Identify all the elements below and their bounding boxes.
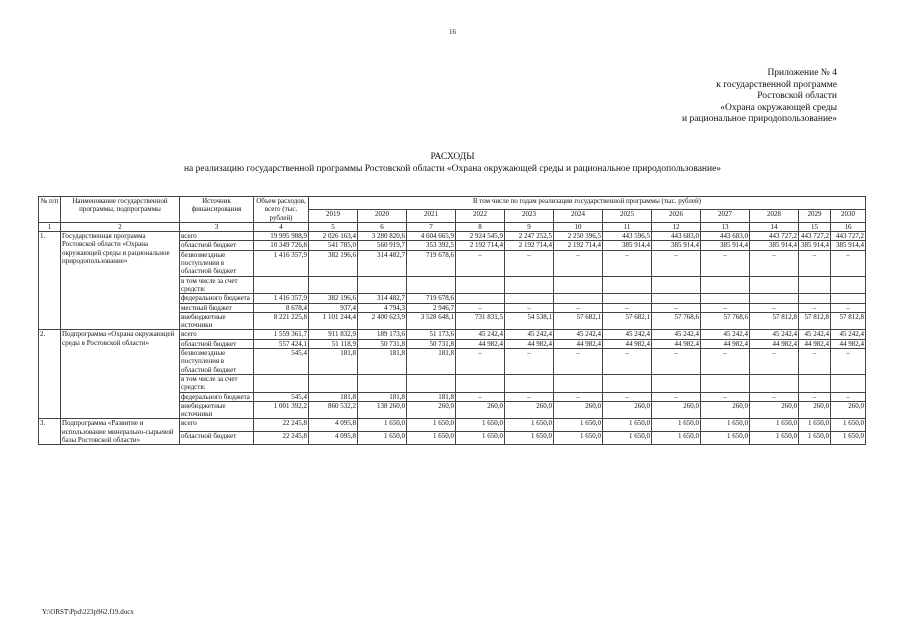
funding-source: внебюджетные источники xyxy=(180,401,254,419)
value-cell: 22 245,8 xyxy=(254,419,309,432)
value-cell: 260,0 xyxy=(831,401,866,419)
value-cell: – xyxy=(456,250,505,276)
value-cell xyxy=(554,374,603,392)
value-cell: – xyxy=(652,250,701,276)
value-cell: 2 192 714,4 xyxy=(456,241,505,250)
table-row xyxy=(39,419,866,432)
value-cell: – xyxy=(505,250,554,276)
value-cell: 181,8 xyxy=(407,349,456,375)
value-cell: – xyxy=(652,349,701,375)
value-cell: – xyxy=(505,303,554,312)
value-cell: 385 914,4 xyxy=(750,241,799,250)
value-cell: 3 280 820,6 xyxy=(358,232,407,241)
value-cell: – xyxy=(456,392,505,401)
value-cell xyxy=(831,374,866,392)
value-cell: 260,0 xyxy=(701,401,750,419)
expenditure-table xyxy=(38,196,866,445)
header-year: 2021 xyxy=(407,209,456,222)
value-cell: 44 982,4 xyxy=(750,339,799,348)
value-cell: 443 683,0 xyxy=(701,232,750,241)
value-cell: – xyxy=(701,392,750,401)
value-cell: – xyxy=(652,392,701,401)
program-name: Подпрограмма «Охрана окружающей среды в Ростовской области» xyxy=(61,330,180,419)
value-cell: 4 095,8 xyxy=(309,432,358,445)
funding-source: федерального бюджета xyxy=(180,392,254,401)
value-cell: 1 650,0 xyxy=(799,419,831,432)
value-cell xyxy=(652,294,701,303)
appendix-line: к государственной программе xyxy=(716,79,837,90)
value-cell: 45 242,4 xyxy=(505,330,554,339)
value-cell: 260,0 xyxy=(750,401,799,419)
funding-source: областной бюджет xyxy=(180,432,254,445)
value-cell xyxy=(456,374,505,392)
value-cell: 2 192 714,4 xyxy=(505,241,554,250)
value-cell: 2 946,7 xyxy=(407,303,456,312)
value-cell: 385 914,4 xyxy=(799,241,831,250)
header-year: 2030 xyxy=(831,209,866,222)
value-cell: 545,4 xyxy=(254,392,309,401)
value-cell: 2 247 252,5 xyxy=(505,232,554,241)
value-cell: 260,0 xyxy=(799,401,831,419)
value-cell: 1 559 361,7 xyxy=(254,330,309,339)
column-number: 16 xyxy=(831,222,866,231)
value-cell: – xyxy=(456,303,505,312)
header-year: 2028 xyxy=(750,209,799,222)
appendix-line: и рациональное природопользование» xyxy=(681,114,837,124)
value-cell: 1 650,0 xyxy=(407,432,456,445)
column-number: 2 xyxy=(61,222,180,231)
column-number-row xyxy=(39,222,866,231)
value-cell xyxy=(505,374,554,392)
value-cell: 51 173,6 xyxy=(407,330,456,339)
column-number: 12 xyxy=(652,222,701,231)
value-cell: 911 832,9 xyxy=(309,330,358,339)
value-cell: 2 026 163,4 xyxy=(309,232,358,241)
column-number: 8 xyxy=(456,222,505,231)
value-cell xyxy=(701,294,750,303)
funding-source: всего xyxy=(180,232,254,241)
value-cell: – xyxy=(799,250,831,276)
appendix-line: Приложение № 4 xyxy=(767,68,837,78)
program-name: Государственная программа Ростовской области «Охрана окружающей среды и рациональное природопользование» xyxy=(61,232,180,330)
value-cell: 189 173,6 xyxy=(358,330,407,339)
page-number: 16 xyxy=(449,28,456,36)
value-cell: 57 682,1 xyxy=(554,312,603,330)
value-cell: – xyxy=(554,250,603,276)
value-cell: – xyxy=(799,303,831,312)
value-cell: 44 982,4 xyxy=(799,339,831,348)
value-cell: 260,0 xyxy=(554,401,603,419)
value-cell xyxy=(254,276,309,294)
funding-source: федерального бюджета xyxy=(180,294,254,303)
header-years-caption: В том числе по годам реализации государственной программы (тыс. рублей) xyxy=(309,197,866,210)
value-cell: – xyxy=(701,349,750,375)
column-number: 6 xyxy=(358,222,407,231)
value-cell: 45 242,4 xyxy=(652,330,701,339)
column-number: 5 xyxy=(309,222,358,231)
value-cell xyxy=(554,276,603,294)
table-row xyxy=(39,232,866,241)
value-cell: 1 650,0 xyxy=(701,419,750,432)
value-cell xyxy=(831,276,866,294)
value-cell: 45 242,4 xyxy=(701,330,750,339)
value-cell: 2 400 623,9 xyxy=(358,312,407,330)
value-cell: 50 731,8 xyxy=(358,339,407,348)
value-cell: 731 831,5 xyxy=(456,312,505,330)
value-cell: 385 914,4 xyxy=(831,241,866,250)
value-cell xyxy=(701,374,750,392)
column-number: 15 xyxy=(799,222,831,231)
value-cell: 1 101 244,4 xyxy=(309,312,358,330)
value-cell: 19 995 988,9 xyxy=(254,232,309,241)
value-cell xyxy=(799,294,831,303)
document-title xyxy=(0,152,905,175)
value-cell: 44 982,4 xyxy=(831,339,866,348)
appendix-caption xyxy=(682,68,837,126)
value-cell: 382 196,6 xyxy=(309,294,358,303)
value-cell: 719 678,6 xyxy=(407,294,456,303)
value-cell xyxy=(603,374,652,392)
column-number: 1 xyxy=(39,222,61,231)
header-name: Наименование государственной программы, подпрограммы xyxy=(61,197,180,223)
value-cell: – xyxy=(603,303,652,312)
value-cell: 22 245,8 xyxy=(254,432,309,445)
value-cell: 260,0 xyxy=(603,401,652,419)
value-cell: 45 242,4 xyxy=(603,330,652,339)
value-cell: 1 650,0 xyxy=(603,432,652,445)
value-cell: 1 650,0 xyxy=(701,432,750,445)
value-cell: – xyxy=(750,349,799,375)
value-cell: 1 650,0 xyxy=(831,419,866,432)
value-cell: 1 650,0 xyxy=(799,432,831,445)
value-cell: 4 794,3 xyxy=(358,303,407,312)
title-heading: РАСХОДЫ xyxy=(430,152,475,162)
value-cell: – xyxy=(750,392,799,401)
value-cell: 1 416 357,9 xyxy=(254,250,309,276)
value-cell: – xyxy=(701,250,750,276)
value-cell xyxy=(309,276,358,294)
header-year: 2027 xyxy=(701,209,750,222)
value-cell: 1 650,0 xyxy=(831,432,866,445)
value-cell: – xyxy=(456,349,505,375)
value-cell: 44 982,4 xyxy=(603,339,652,348)
value-cell: 57 812,8 xyxy=(750,312,799,330)
value-cell: 181,8 xyxy=(358,349,407,375)
value-cell: 44 982,4 xyxy=(554,339,603,348)
value-cell: – xyxy=(652,303,701,312)
value-cell: 181,8 xyxy=(358,392,407,401)
column-number: 9 xyxy=(505,222,554,231)
value-cell: – xyxy=(831,349,866,375)
header-year: 2024 xyxy=(554,209,603,222)
value-cell xyxy=(309,374,358,392)
value-cell xyxy=(358,276,407,294)
value-cell xyxy=(456,294,505,303)
funding-source: местный бюджет xyxy=(180,303,254,312)
value-cell: 8 221 225,8 xyxy=(254,312,309,330)
value-cell: 443 596,5 xyxy=(603,232,652,241)
funding-source: внебюджетные источники xyxy=(180,312,254,330)
header-year: 2029 xyxy=(799,209,831,222)
header-year: 2025 xyxy=(603,209,652,222)
value-cell: 937,4 xyxy=(309,303,358,312)
value-cell xyxy=(652,374,701,392)
value-cell: 2 192 714,4 xyxy=(554,241,603,250)
value-cell: – xyxy=(750,250,799,276)
value-cell: 1 650,0 xyxy=(554,432,603,445)
value-cell: 3 528 648,1 xyxy=(407,312,456,330)
funding-source: в том числе за счет средств: xyxy=(180,374,254,392)
appendix-line: Ростовской области xyxy=(757,91,837,101)
value-cell: 181,8 xyxy=(309,392,358,401)
value-cell: 260,0 xyxy=(407,401,456,419)
value-cell xyxy=(505,276,554,294)
value-cell: 1 001 392,2 xyxy=(254,401,309,419)
value-cell: 1 650,0 xyxy=(358,432,407,445)
value-cell: 57 768,6 xyxy=(652,312,701,330)
value-cell xyxy=(358,374,407,392)
column-number: 10 xyxy=(554,222,603,231)
value-cell: 1 650,0 xyxy=(603,419,652,432)
appendix-line: «Охрана окружающей среды xyxy=(720,102,837,113)
header-row xyxy=(39,197,866,210)
value-cell: – xyxy=(701,303,750,312)
value-cell: 45 242,4 xyxy=(799,330,831,339)
value-cell: 443 727,2 xyxy=(799,232,831,241)
value-cell: – xyxy=(831,250,866,276)
value-cell: 1 650,0 xyxy=(505,419,554,432)
funding-source: всего xyxy=(180,419,254,432)
value-cell: 1 416 357,9 xyxy=(254,294,309,303)
value-cell xyxy=(603,294,652,303)
value-cell: 45 242,4 xyxy=(750,330,799,339)
funding-source: безвозмездные поступления в областной бюджет xyxy=(180,349,254,375)
value-cell: – xyxy=(603,392,652,401)
value-cell: 45 242,4 xyxy=(456,330,505,339)
value-cell: 57 812,8 xyxy=(799,312,831,330)
value-cell: 44 982,4 xyxy=(652,339,701,348)
value-cell: – xyxy=(799,392,831,401)
value-cell: 181,8 xyxy=(407,392,456,401)
column-number: 14 xyxy=(750,222,799,231)
value-cell: 2 924 545,9 xyxy=(456,232,505,241)
value-cell: – xyxy=(799,349,831,375)
header-num: № п/п xyxy=(39,197,61,223)
value-cell: 57 812,8 xyxy=(831,312,866,330)
value-cell xyxy=(750,276,799,294)
header-source: Источник финансирования xyxy=(180,197,254,223)
value-cell: 138 260,0 xyxy=(358,401,407,419)
value-cell: 57 682,1 xyxy=(603,312,652,330)
title-subheading: на реализацию государственной программы Ростовской области «Охрана окружающей среды и рациональное природопользование» xyxy=(183,163,722,174)
value-cell: 4 095,8 xyxy=(309,419,358,432)
value-cell: 443 727,2 xyxy=(750,232,799,241)
value-cell: 1 650,0 xyxy=(554,419,603,432)
value-cell: 385 914,4 xyxy=(701,241,750,250)
value-cell xyxy=(456,276,505,294)
value-cell: – xyxy=(750,303,799,312)
table-row xyxy=(39,330,866,339)
value-cell xyxy=(652,276,701,294)
value-cell xyxy=(254,374,309,392)
value-cell: 1 650,0 xyxy=(456,419,505,432)
value-cell: – xyxy=(603,349,652,375)
value-cell xyxy=(554,294,603,303)
value-cell: 443 727,2 xyxy=(831,232,866,241)
value-cell xyxy=(799,276,831,294)
row-number: 3. xyxy=(39,419,61,445)
value-cell xyxy=(407,374,456,392)
header-year: 2019 xyxy=(309,209,358,222)
value-cell: 10 349 726,8 xyxy=(254,241,309,250)
value-cell: 44 982,4 xyxy=(505,339,554,348)
value-cell: 2 250 396,5 xyxy=(554,232,603,241)
value-cell xyxy=(505,294,554,303)
value-cell: 4 604 665,9 xyxy=(407,232,456,241)
value-cell: 860 532,2 xyxy=(309,401,358,419)
value-cell: 541 785,0 xyxy=(309,241,358,250)
header-year: 2020 xyxy=(358,209,407,222)
column-number: 3 xyxy=(180,222,254,231)
value-cell: 44 982,4 xyxy=(701,339,750,348)
value-cell: 1 650,0 xyxy=(750,419,799,432)
header-year: 2023 xyxy=(505,209,554,222)
file-path: Y:\ORST\Ppd\223p962.f19.docx xyxy=(42,608,134,616)
value-cell xyxy=(701,276,750,294)
value-cell: 260,0 xyxy=(456,401,505,419)
value-cell: – xyxy=(603,250,652,276)
column-number: 13 xyxy=(701,222,750,231)
value-cell: 557 424,1 xyxy=(254,339,309,348)
value-cell xyxy=(750,374,799,392)
funding-source: областной бюджет xyxy=(180,241,254,250)
header-volume: Объем расходов, всего (тыс. рублей) xyxy=(254,197,309,223)
value-cell: 1 650,0 xyxy=(505,432,554,445)
value-cell: 1 650,0 xyxy=(407,419,456,432)
value-cell: 314 482,7 xyxy=(358,250,407,276)
funding-source: областной бюджет xyxy=(180,339,254,348)
value-cell: 260,0 xyxy=(505,401,554,419)
value-cell: 1 650,0 xyxy=(456,432,505,445)
value-cell xyxy=(603,276,652,294)
value-cell: 44 982,4 xyxy=(456,339,505,348)
funding-source: безвозмездные поступления в областной бюджет xyxy=(180,250,254,276)
column-number: 11 xyxy=(603,222,652,231)
value-cell: 443 683,0 xyxy=(652,232,701,241)
value-cell: 560 919,7 xyxy=(358,241,407,250)
row-number: 2. xyxy=(39,330,61,419)
value-cell: 1 650,0 xyxy=(358,419,407,432)
value-cell: 385 914,4 xyxy=(652,241,701,250)
value-cell: – xyxy=(554,303,603,312)
value-cell: – xyxy=(505,392,554,401)
program-name: Подпрограмма «Развитие и использование минерально-сырьевой базы Ростовской области» xyxy=(61,419,180,445)
column-number: 4 xyxy=(254,222,309,231)
header-year: 2022 xyxy=(456,209,505,222)
value-cell: 1 650,0 xyxy=(750,432,799,445)
value-cell: 1 650,0 xyxy=(652,432,701,445)
value-cell xyxy=(407,276,456,294)
value-cell: 8 678,4 xyxy=(254,303,309,312)
value-cell: 382 196,6 xyxy=(309,250,358,276)
funding-source: в том числе за счет средств: xyxy=(180,276,254,294)
value-cell: 45 242,4 xyxy=(831,330,866,339)
value-cell xyxy=(799,374,831,392)
funding-source: всего xyxy=(180,330,254,339)
value-cell xyxy=(750,294,799,303)
value-cell: 385 914,4 xyxy=(603,241,652,250)
column-number: 7 xyxy=(407,222,456,231)
value-cell: – xyxy=(831,303,866,312)
header-year: 2026 xyxy=(652,209,701,222)
value-cell: 719 678,6 xyxy=(407,250,456,276)
value-cell: – xyxy=(831,392,866,401)
value-cell: – xyxy=(554,349,603,375)
value-cell: 54 538,1 xyxy=(505,312,554,330)
value-cell: – xyxy=(554,392,603,401)
row-number: 1. xyxy=(39,232,61,330)
value-cell xyxy=(831,294,866,303)
value-cell: 57 768,6 xyxy=(701,312,750,330)
value-cell: 314 482,7 xyxy=(358,294,407,303)
value-cell: 45 242,4 xyxy=(554,330,603,339)
value-cell: – xyxy=(505,349,554,375)
value-cell: 181,8 xyxy=(309,349,358,375)
value-cell: 51 118,9 xyxy=(309,339,358,348)
value-cell: 1 650,0 xyxy=(652,419,701,432)
value-cell: 545,4 xyxy=(254,349,309,375)
value-cell: 50 731,8 xyxy=(407,339,456,348)
value-cell: 260,0 xyxy=(652,401,701,419)
value-cell: 353 392,5 xyxy=(407,241,456,250)
